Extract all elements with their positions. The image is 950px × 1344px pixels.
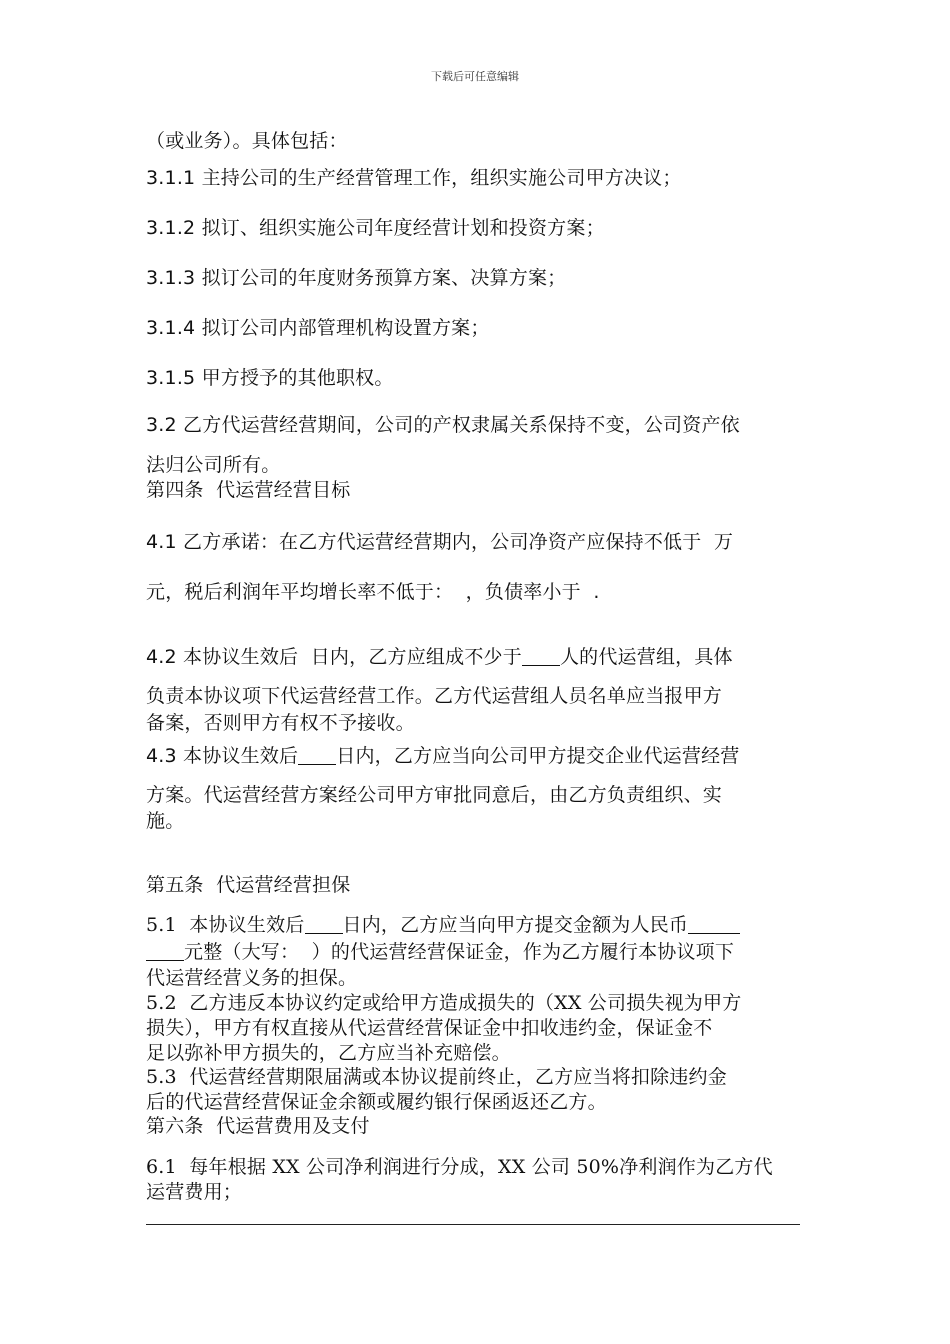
clause-6-1-cont: 运营费用； bbox=[146, 1181, 243, 1203]
page-header: 下载后可任意编辑 bbox=[431, 70, 519, 83]
clause-3-2-cont: 法归公司所有。 bbox=[146, 454, 281, 476]
blank-line bbox=[305, 914, 343, 934]
clause-5-2-cont2: 足以弥补甲方损失的，乙方应当补充赔偿。 bbox=[146, 1042, 511, 1064]
clause-3-1-4: 3.1.4 拟订公司内部管理机构设置方案； bbox=[146, 317, 490, 339]
clause-5-3-cont: 后的代运营经营保证金余额或履约银行保函返还乙方。 bbox=[146, 1091, 607, 1113]
section-heading-6: 第六条 代运营费用及支付 bbox=[146, 1115, 370, 1137]
clause-4-3-cont: 方案。代运营经营方案经公司甲方审批同意后，由乙方负责组织、实 bbox=[146, 784, 723, 806]
clause-6-1: 6.1 每年根据 XX 公司净利润进行分成，XX 公司 50%净利润作为乙方代 bbox=[146, 1156, 773, 1178]
clause-5-1-cont2: 代运营经营义务的担保。 bbox=[146, 967, 358, 989]
clause-4-3-part1: 4.3 本协议生效后 bbox=[146, 745, 299, 767]
clause-4-2 bbox=[146, 642, 733, 669]
clause-3-1-2: 3.1.2 拟订、组织实施公司年度经营计划和投资方案； bbox=[146, 217, 605, 239]
section-heading-4: 第四条 代运营经营目标 bbox=[146, 479, 351, 501]
clause-5-1 bbox=[146, 910, 740, 937]
clause-5-1-cont-text: 元整（大写： ）的代运营经营保证金，作为乙方履行本协议项下 bbox=[184, 941, 735, 963]
clause-3-1-3: 3.1.3 拟订公司的年度财务预算方案、决算方案； bbox=[146, 267, 567, 289]
clause-4-2-cont2: 备案，否则甲方有权不予接收。 bbox=[146, 712, 415, 734]
page-divider bbox=[146, 1224, 800, 1225]
clause-4-3-part2: 日内，乙方应当向公司甲方提交企业代运营经营 bbox=[336, 745, 740, 767]
clause-5-1-part2: 日内，乙方应当向甲方提交金额为人民币 bbox=[342, 914, 689, 936]
clause-4-1: 4.1 乙方承诺：在乙方代运营经营期内，公司净资产应保持不低于 万 bbox=[146, 531, 734, 553]
clause-3-1-5: 3.1.5 甲方授予的其他职权。 bbox=[146, 367, 394, 389]
clause-5-1-cont bbox=[146, 937, 734, 964]
clause-5-2-cont: 损失），甲方有权直接从代运营经营保证金中扣收违约金，保证金不 bbox=[146, 1017, 713, 1039]
clause-4-3-cont2: 施。 bbox=[146, 810, 185, 832]
clause-4-2-part2: 人的代运营组，具体 bbox=[559, 646, 733, 668]
clause-3-1-1: 3.1.1 主持公司的生产经营管理工作，组织实施公司甲方决议； bbox=[146, 167, 682, 189]
clause-3-2: 3.2 乙方代运营经营期间，公司的产权隶属关系保持不变，公司资产依 bbox=[146, 414, 740, 436]
paragraph-line: （或业务）。具体包括： bbox=[146, 130, 348, 152]
clause-4-2-part1: 4.2 本协议生效后 日内，乙方应组成不少于 bbox=[146, 646, 522, 668]
clause-4-1-cont: 元，税后利润年平均增长率不低于： ，负债率小于 . bbox=[146, 581, 600, 603]
clause-5-2: 5.2 乙方违反本协议约定或给甲方造成损失的（XX 公司损失视为甲方 bbox=[146, 992, 742, 1014]
blank-line bbox=[146, 941, 184, 961]
clause-4-3 bbox=[146, 741, 739, 768]
clause-4-2-cont: 负责本协议项下代运营经营工作。乙方代运营组人员名单应当报甲方 bbox=[146, 685, 723, 707]
section-heading-5: 第五条 代运营经营担保 bbox=[146, 874, 351, 896]
blank-line bbox=[298, 745, 336, 765]
clause-5-3: 5.3 代运营经营期限届满或本协议提前终止，乙方应当将扣除违约金 bbox=[146, 1066, 727, 1088]
clause-5-1-part1: 5.1 本协议生效后 bbox=[146, 914, 305, 936]
blank-line bbox=[688, 914, 740, 934]
blank-line bbox=[522, 646, 560, 666]
